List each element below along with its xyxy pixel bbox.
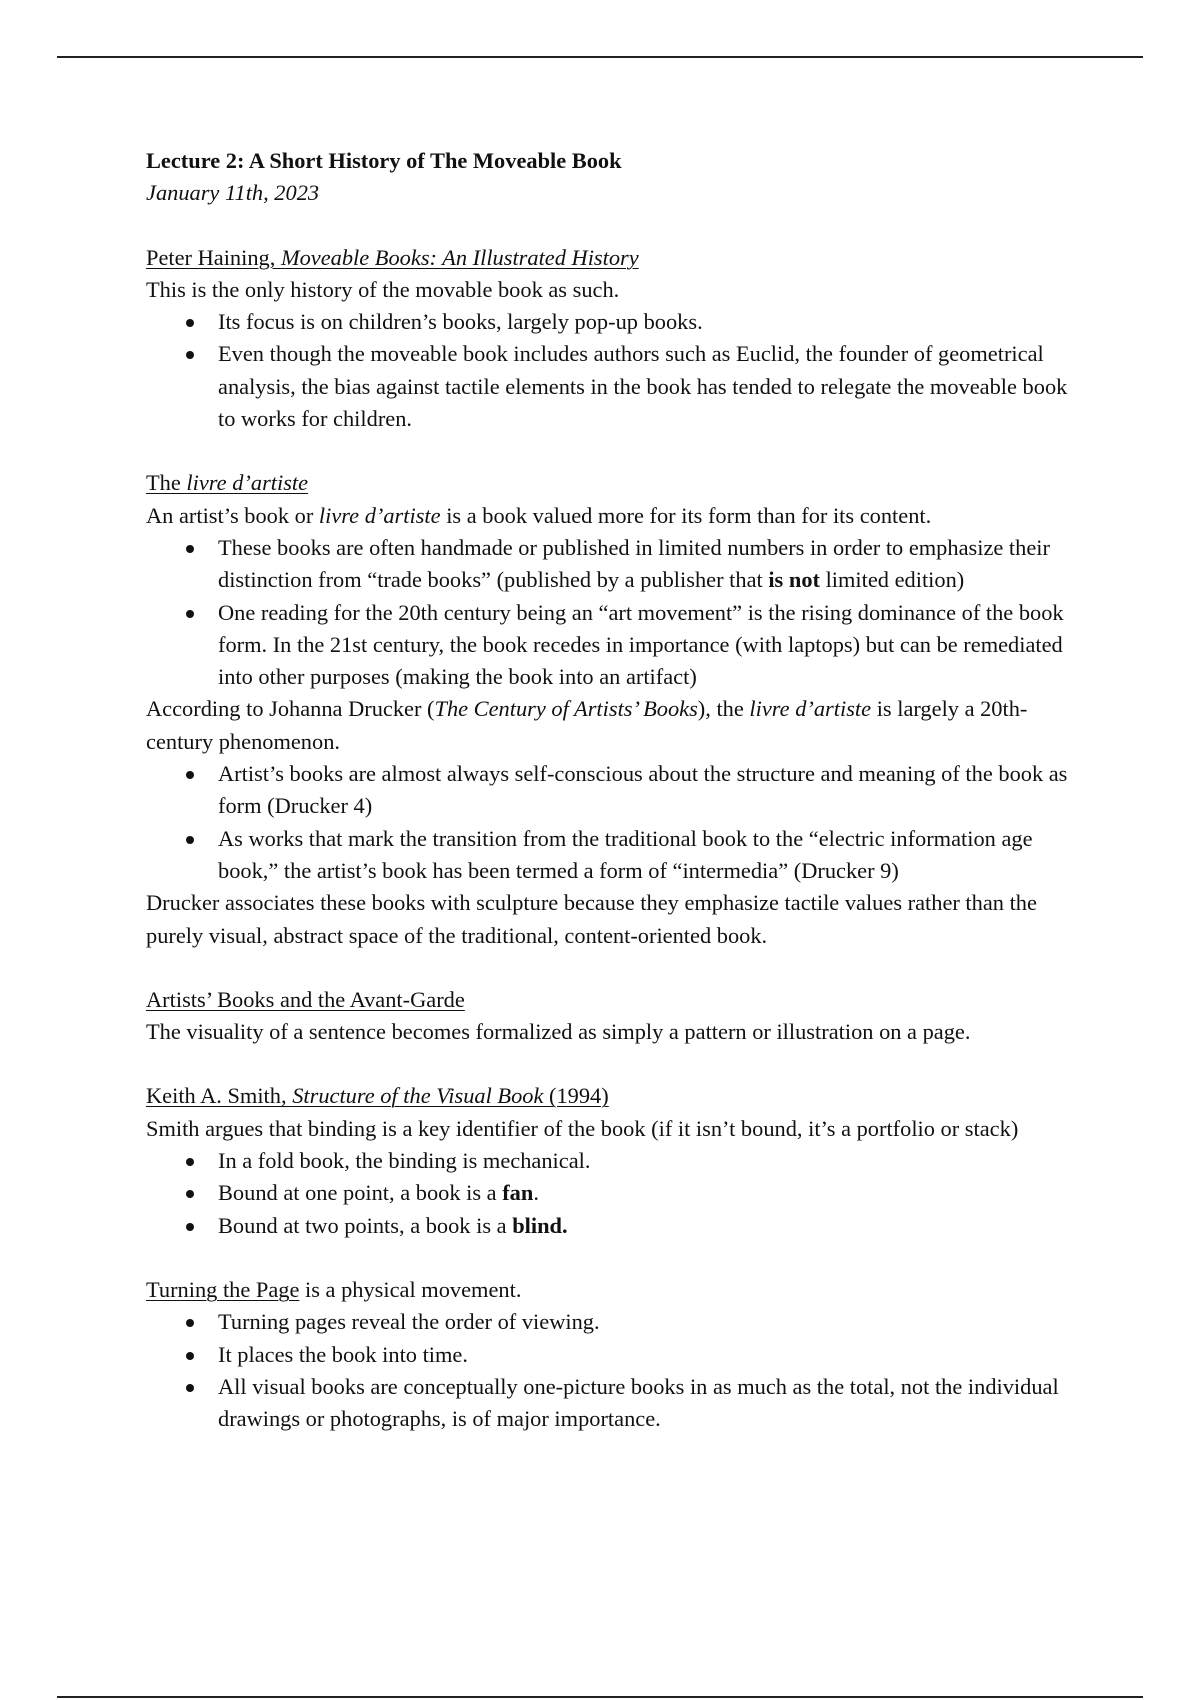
drucker-paragraph: According to Johanna Drucker (The Century of Artists’ Books), the livre d’artiste is largely a 20th-century phenomenon. xyxy=(146,696,1028,754)
list-item: As works that mark the transition from the traditional book to the “electric information age book,” the artist’s book has been termed a form of “intermedia” (Drucker 9) xyxy=(146,823,1086,888)
lecture-date: January 11th, 2023 xyxy=(146,180,320,206)
bullet-list xyxy=(146,532,1086,693)
section-intro: Smith argues that binding is a key identifier of the book (if it isn’t bound, it’s a portfolio or stack) xyxy=(146,1115,1019,1141)
section-heading-avant-garde: Artists’ Books and the Avant-Garde xyxy=(146,986,465,1012)
section-text: The visuality of a sentence becomes formalized as simply a pattern or illustration on a page. xyxy=(146,1019,971,1045)
list-item: One reading for the 20th century being an “art movement” is the rising dominance of the book form. In the 21st century, the book recedes in importance (with laptops) but can be remediated into other purposes (making the book into an artifact) xyxy=(146,597,1086,694)
bullet-list xyxy=(146,758,1086,887)
section-intro: This is the only history of the movable book as such. xyxy=(146,276,620,302)
document-body xyxy=(146,145,1086,1435)
section-intro: An artist’s book or livre d’artiste is a book valued more for its form than for its content. xyxy=(146,502,932,528)
lecture-title: Lecture 2: A Short History of The Moveable Book xyxy=(146,148,622,173)
bullet-list xyxy=(146,1145,1086,1242)
list-item: Even though the moveable book includes authors such as Euclid, the founder of geometrical analysis, the bias against tactile elements in the book has tended to relegate the moveable book to works for children. xyxy=(146,338,1086,435)
list-item: Turning pages reveal the order of viewing. xyxy=(146,1306,1086,1338)
list-item: Bound at two points, a book is a blind. xyxy=(146,1210,1086,1242)
list-item: It places the book into time. xyxy=(146,1339,1086,1371)
section-heading-haining: Peter Haining, Moveable Books: An Illustrated History xyxy=(146,244,639,270)
section-heading-livre: The livre d’artiste xyxy=(146,470,309,496)
spacer xyxy=(146,210,1086,242)
closing-paragraph: Drucker associates these books with sculpture because they emphasize tactile values rather than the purely visual, abstract space of the traditional, content-oriented book. xyxy=(146,890,1037,948)
top-rule xyxy=(57,56,1143,58)
spacer xyxy=(146,1048,1086,1080)
bullet-list xyxy=(146,1306,1086,1435)
list-item: Artist’s books are almost always self-conscious about the structure and meaning of the book as form (Drucker 4) xyxy=(146,758,1086,823)
spacer xyxy=(146,435,1086,467)
spacer xyxy=(146,952,1086,984)
section-heading-turning-page: Turning the Page is a physical movement. xyxy=(146,1276,522,1302)
section-heading-smith: Keith A. Smith, Structure of the Visual Book (1994) xyxy=(146,1083,609,1109)
list-item: All visual books are conceptually one-picture books in as much as the total, not the individual drawings or photographs, is of major importance. xyxy=(146,1371,1086,1436)
spacer xyxy=(146,1242,1086,1274)
bullet-list xyxy=(146,306,1086,435)
list-item: These books are often handmade or published in limited numbers in order to emphasize their distinction from “trade books” (published by a publisher that is not limited edition) xyxy=(146,532,1086,597)
list-item: In a fold book, the binding is mechanical. xyxy=(146,1145,1086,1177)
list-item: Its focus is on children’s books, largely pop-up books. xyxy=(146,306,1086,338)
list-item: Bound at one point, a book is a fan. xyxy=(146,1177,1086,1209)
bottom-rule xyxy=(57,1696,1143,1698)
